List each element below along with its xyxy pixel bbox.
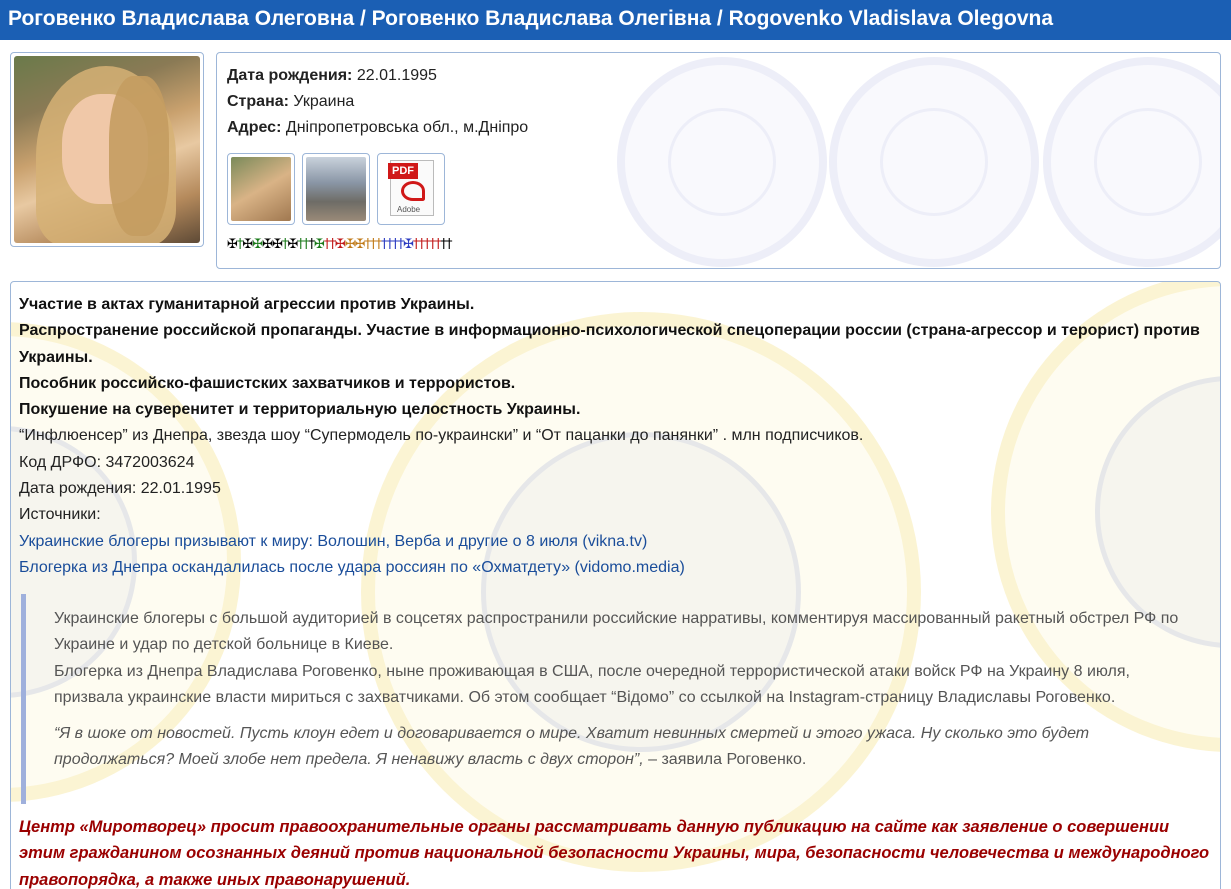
source-link-1[interactable]: Украинские блогеры призывают к миру: Волошин, Верба и другие о 8 июля (vikna.tv) [19, 532, 648, 550]
cross-marker: ✠ [227, 237, 237, 252]
cross-marker: † [329, 237, 335, 252]
cross-marker: † [381, 237, 387, 252]
cross-marker: ✠ [287, 237, 298, 252]
cross-marker: † [429, 237, 435, 252]
accusation-4: Покушение на суверенитет и территориальную целостность Украины. [19, 401, 581, 419]
cross-marker: ✠ [403, 237, 413, 252]
address-value: Дніпропетровська обл., м.Дніпро [285, 119, 529, 136]
cross-marker: † [308, 237, 314, 252]
quote-attribution: – заявила Роговенко. [643, 751, 807, 769]
thumbnail-image [306, 157, 366, 221]
country-label: Страна: [227, 93, 289, 110]
drfo-code: Код ДРФО: 3472003624 [19, 453, 195, 471]
cross-marker: ✠ [354, 237, 365, 252]
cross-marker: † [302, 237, 309, 252]
profile-photo[interactable] [10, 52, 204, 247]
cross-marker: † [418, 237, 424, 252]
birth-date: Дата рождения: 22.01.1995 [19, 480, 221, 498]
cross-marker: † [370, 237, 376, 252]
accusation-1: Участие в актах гуманитарной агрессии против Украины. [19, 296, 475, 313]
cross-marker: ✠ [242, 237, 253, 252]
cross-marker: † [397, 237, 404, 252]
cross-marker: † [364, 237, 371, 252]
blockquote [21, 594, 1201, 804]
cross-markers [227, 237, 451, 252]
cross-marker: ✠ [262, 237, 273, 252]
profile-photo-image [14, 56, 200, 243]
profile-info-panel [216, 52, 1221, 269]
cross-marker: ✠ [344, 237, 355, 252]
cross-marker: † [323, 237, 330, 252]
birth-date-label: Дата рождения: [227, 67, 353, 84]
warning-notice: Центр «Миротворец» просит правоохранительные органы рассматривать данную публикацию на сайте как заявление о совершении этим гражданином осознанных деяний против национальной безопасности Украины, мира, безопасности человечества и международного правопорядка, а также иных правонарушений. [19, 818, 1210, 889]
photo-thumbnail-2[interactable] [302, 153, 370, 225]
accusation-3: Пособник российско-фашистских захватчиков и террористов. [19, 374, 516, 392]
page-title: Роговенко Владислава Олеговна / Роговенко Владислава Олегівна / Rogovenko Vladislava Olegovna [0, 0, 1231, 40]
thumbnail-image [231, 157, 291, 221]
quote-citation: “Я в шоке от новостей. Пусть клоун едет и договаривается о мире. Хватит невинных смертей и этого ужаса. Ну сколько это будет продолжаться? Моей злобе нет предела. Я ненавижу власть с двух сторон”, [54, 725, 1090, 769]
cross-marker: † [423, 237, 430, 252]
cross-marker: † [412, 237, 419, 252]
watermark-seal [829, 57, 1039, 267]
details-panel [10, 281, 1221, 889]
cross-marker: † [375, 237, 382, 252]
watermark-seal [1043, 57, 1221, 267]
cross-marker: † [392, 237, 398, 252]
address-label: Адрес: [227, 119, 282, 136]
address-row [227, 119, 528, 137]
cross-marker: † [297, 237, 303, 252]
cross-marker: † [282, 237, 288, 252]
cross-marker: † [386, 237, 393, 252]
accusation-2: Распространение российской пропаганды. Участие в информационно-психологической спецоперации россии (страна-агрессор и терорист) против Украины. [19, 322, 1200, 366]
country-value: Украина [293, 93, 355, 110]
pdf-icon: PDF Adobe [381, 157, 441, 221]
description: “Инфлюенсер” из Днепра, звезда шоу “Супермодель по-украински” и “От пацанки до панянки” . млн подписчиков. [19, 427, 864, 445]
cross-marker: † [236, 237, 243, 252]
birth-date-row [227, 67, 437, 85]
watermark-seal [617, 57, 827, 267]
sources-label: Источники: [19, 506, 101, 524]
country-row [227, 93, 354, 111]
cross-marker: † [445, 237, 452, 252]
cross-marker: ✠ [313, 237, 324, 252]
cross-marker: † [440, 237, 446, 252]
source-link-2[interactable]: Блогерка из Днепра оскандалилась после удара россиян по «Охматдету» (vidomo.media) [19, 558, 685, 576]
details-text [19, 292, 1209, 581]
cross-marker: ✠ [272, 237, 283, 252]
cross-marker: ✠ [334, 237, 345, 252]
pdf-document-link[interactable] [377, 153, 445, 225]
birth-date-value: 22.01.1995 [356, 67, 437, 84]
photo-thumbnail-1[interactable] [227, 153, 295, 225]
quote-paragraph-1: Украинские блогеры с большой аудиторией в соцсетях распространили российские нарративы, комментируя массированный ракетный обстрел РФ по Украине и удар по детской больнице в Киеве. [54, 610, 1179, 654]
cross-marker: † [434, 237, 441, 252]
cross-marker: ✠ [252, 237, 263, 252]
quote-paragraph-2: Блогерка из Днепра Владислава Роговенко, ныне проживающая в США, после очередной террористической атаки войск РФ на Украину 8 июля, призвала украинские власти мириться с захватчиками. Об этом сообщает “Відомо” со ссылкой на Instagram-страницу Владиславы Роговенко. [54, 662, 1130, 706]
